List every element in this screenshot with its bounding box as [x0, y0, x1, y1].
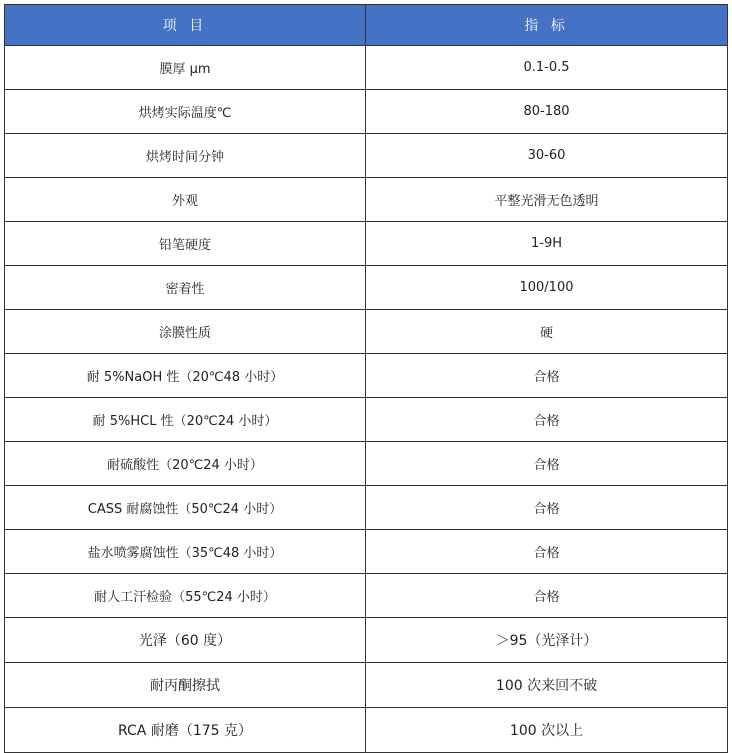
spec-cell: 合格 — [366, 354, 728, 398]
table-row — [5, 486, 728, 530]
item-cell: 密着性 — [5, 266, 366, 310]
item-cell: 耐硫酸性（20℃24 小时） — [5, 442, 366, 486]
spec-cell: 合格 — [366, 398, 728, 442]
spec-cell: 100 次来回不破 — [366, 663, 728, 708]
table-row — [5, 46, 728, 90]
table-row — [5, 266, 728, 310]
item-cell: 膜厚 μm — [5, 46, 366, 90]
spec-cell: 0.1-0.5 — [366, 46, 728, 90]
table-row — [5, 178, 728, 222]
spec-cell: 合格 — [366, 486, 728, 530]
item-cell: 烘烤实际温度℃ — [5, 90, 366, 134]
header-item: 项 目 — [5, 5, 366, 46]
table-row — [5, 310, 728, 354]
table-row — [5, 398, 728, 442]
table-header — [5, 5, 728, 46]
item-cell: 盐水喷雾腐蚀性（35℃48 小时） — [5, 530, 366, 574]
item-cell: RCA 耐磨（175 克） — [5, 708, 366, 753]
item-cell: 外观 — [5, 178, 366, 222]
item-cell: 耐 5%NaOH 性（20℃48 小时） — [5, 354, 366, 398]
spec-cell: 平整光滑无色透明 — [366, 178, 728, 222]
table-body — [5, 46, 728, 753]
table-row — [5, 90, 728, 134]
item-cell: 光泽（60 度） — [5, 618, 366, 663]
spec-table — [4, 4, 728, 753]
item-cell: 耐丙酮擦拭 — [5, 663, 366, 708]
item-cell: 耐 5%HCL 性（20℃24 小时） — [5, 398, 366, 442]
spec-cell: 1-9H — [366, 222, 728, 266]
spec-cell: 80-180 — [366, 90, 728, 134]
spec-cell: 合格 — [366, 574, 728, 618]
item-cell: 涂膜性质 — [5, 310, 366, 354]
table-row — [5, 222, 728, 266]
table-row — [5, 442, 728, 486]
header-spec: 指 标 — [366, 5, 728, 46]
spec-cell: 硬 — [366, 310, 728, 354]
table-row — [5, 708, 728, 753]
table-row — [5, 530, 728, 574]
item-cell: 耐人工汗检验（55℃24 小时） — [5, 574, 366, 618]
spec-cell: 30-60 — [366, 134, 728, 178]
spec-cell: ＞95（光泽计） — [366, 618, 728, 663]
spec-cell: 100/100 — [366, 266, 728, 310]
spec-cell: 100 次以上 — [366, 708, 728, 753]
table-row — [5, 618, 728, 663]
header-row — [5, 5, 728, 46]
spec-cell: 合格 — [366, 530, 728, 574]
table-row — [5, 574, 728, 618]
spec-cell: 合格 — [366, 442, 728, 486]
item-cell: CASS 耐腐蚀性（50℃24 小时） — [5, 486, 366, 530]
table-row — [5, 663, 728, 708]
item-cell: 烘烤时间分钟 — [5, 134, 366, 178]
table-row — [5, 134, 728, 178]
item-cell: 铅笔硬度 — [5, 222, 366, 266]
table-row — [5, 354, 728, 398]
